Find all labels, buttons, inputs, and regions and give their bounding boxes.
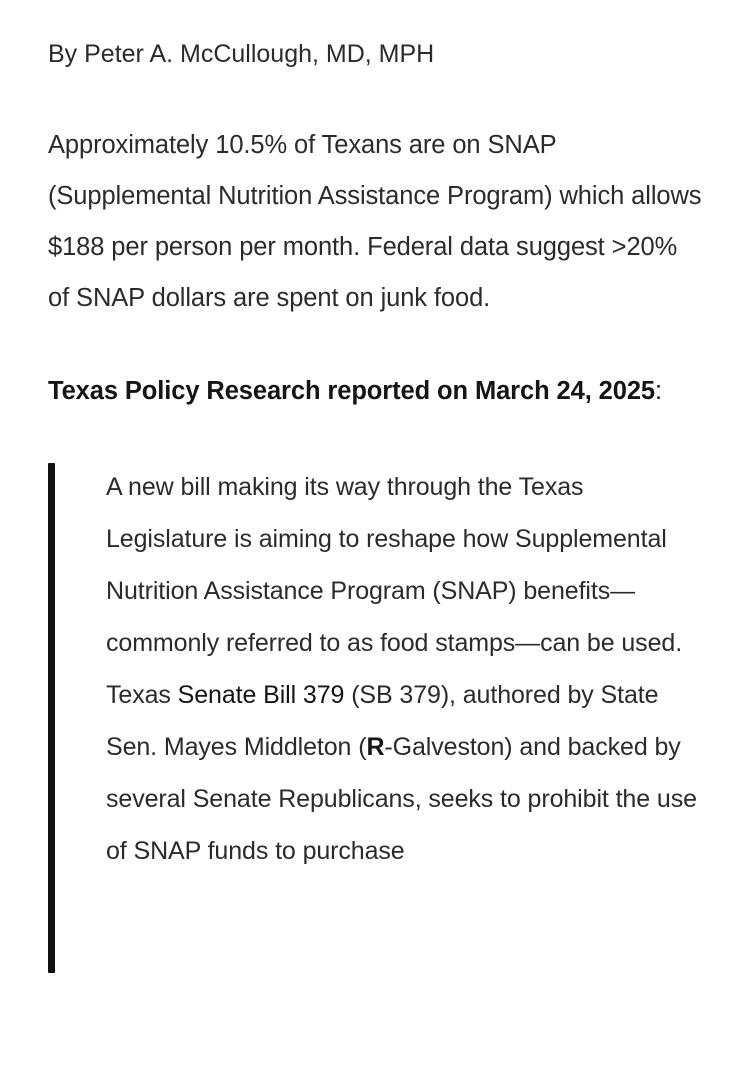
article-lead-in (48, 366, 702, 417)
blockquote-bar (48, 463, 55, 973)
blockquote-part-1: A new bill making its way through the Texas Legislature is aiming to reshape how Supplemental Nutrition Assistance Program (SNAP) benefits—commonly referred to as food stamps—can be used. Texas (106, 473, 683, 710)
blockquote-part-2: (SB 379), authored by State Sen. Mayes Middleton ( (106, 681, 659, 762)
party-letter: R (366, 733, 385, 762)
senate-bill-link[interactable]: Senate Bill 379 (177, 681, 345, 710)
lead-in-colon: : (655, 377, 663, 406)
blockquote-container (48, 461, 702, 877)
article-byline: By Peter A. McCullough, MD, MPH (48, 40, 435, 68)
blockquote-text (106, 461, 702, 877)
blockquote-part-3: -Galveston) and backed by several Senate Republicans, seeks to prohibit the use of SNAP funds to purchase (106, 733, 697, 866)
lead-in-source: Texas Policy Research reported on March 24, 2025 (48, 377, 656, 406)
article-paragraph-1: Approximately 10.5% of Texans are on SNAP (Supplemental Nutrition Assistance Program) which allows $188 per person per month. Federal data suggest >20% of SNAP dollars are spent on junk food. (48, 131, 702, 313)
